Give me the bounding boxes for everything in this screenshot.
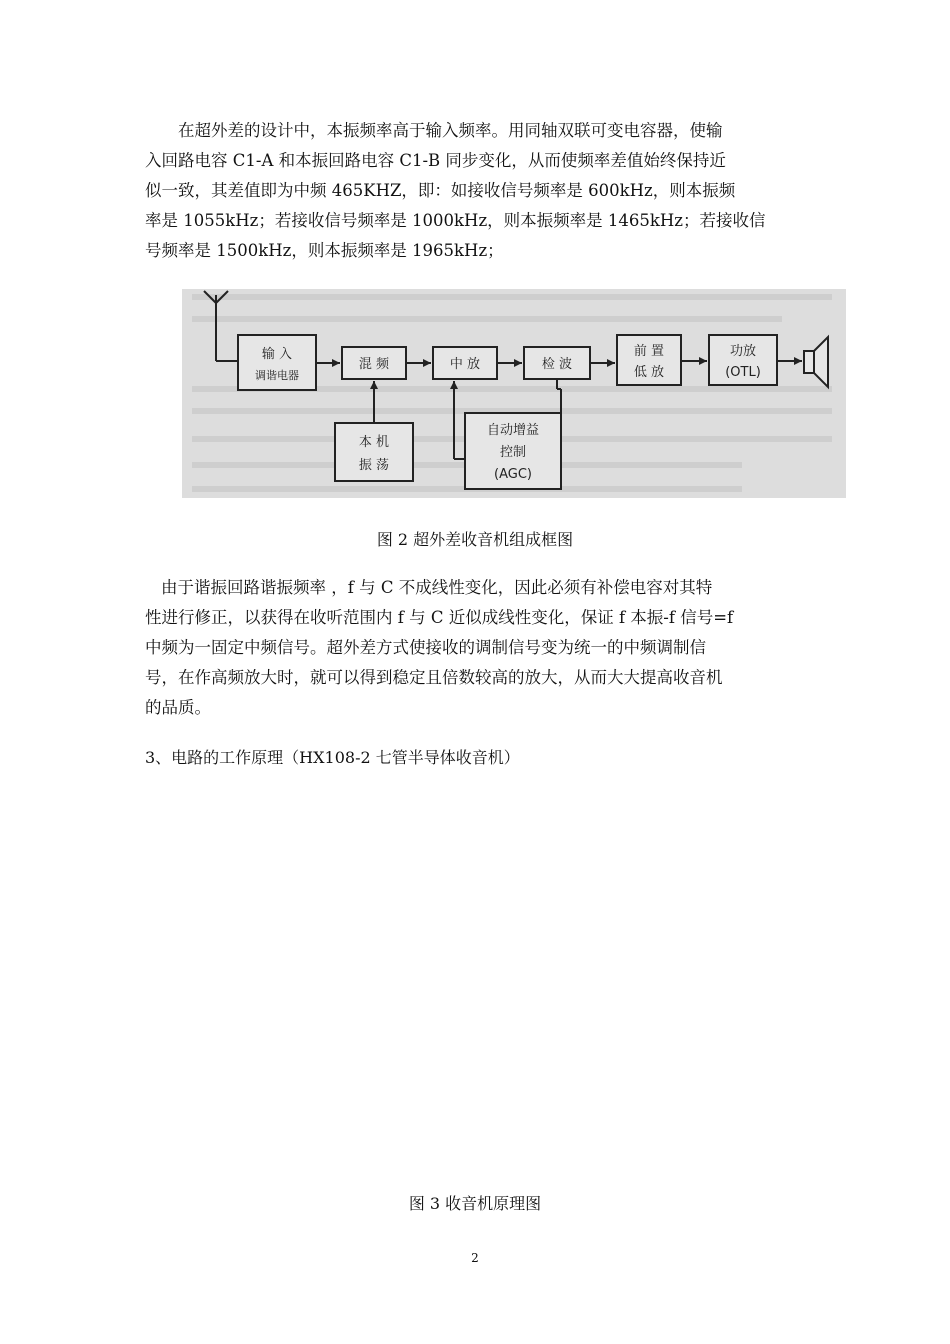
block-if-amp-label: 中 放 — [449, 357, 481, 372]
block-mixer-label: 混 频 — [358, 357, 390, 372]
block-power-amp-line1: 功放 — [729, 344, 757, 359]
paragraph-2-line-2: 性进行修正，以获得在收听范围内 f 与 C 近似成线性变化，保证 f 本振-f 信号=f — [145, 608, 734, 627]
section-heading: 3、电路的工作原理（HX108-2 七管半导体收音机） — [145, 748, 520, 767]
figure-2-caption: 图 2 超外差收音机组成框图 — [376, 530, 574, 549]
paragraph-2-line-1: 由于谐振回路谐振频率 ，f 与 C 不成线性变化，因此必须有补偿电容对其特 — [161, 578, 713, 597]
paragraph-1-line-5: 号频率是 1500kHz，则本振频率是 1965kHz； — [145, 241, 504, 260]
block-input-line1: 输 入 — [261, 347, 293, 362]
paragraph-1-line-2: 入回路电容 C1-A 和本振回路电容 C1-B 同步变化，从而使频率差值始终保持近 — [145, 151, 726, 170]
block-preamp-line2: 低 放 — [633, 365, 665, 380]
block-power-amp-line2: (OTL) — [725, 365, 761, 380]
block-preamp-line1: 前 置 — [633, 344, 665, 359]
block-agc-line1: 自动增益 — [486, 423, 540, 438]
block-agc-line2: 控制 — [499, 445, 527, 460]
block-local-osc-line2: 振 荡 — [358, 458, 390, 473]
paragraph-2 — [145, 573, 815, 723]
paragraph-1-line-3: 似一致，其差值即为中频 465KHZ，即：如接收信号频率是 600kHz，则本振频 — [145, 181, 736, 200]
paragraph-1-line-4: 率是 1055kHz；若接收信号频率是 1000kHz，则本振频率是 1465kHz；若接收信 — [145, 211, 766, 230]
paragraph-2-line-4: 号，在作高频放大时，就可以得到稳定且倍数较高的放大，从而大大提高收音机 — [145, 668, 723, 687]
paragraph-1-line-1: 在超外差的设计中，本振频率高于输入频率。用同轴双联可变电容器，使输 — [178, 121, 723, 140]
superhet-block-diagram — [182, 289, 846, 498]
block-detector-label: 检 波 — [541, 357, 573, 372]
block-agc-line3: (AGC) — [494, 467, 532, 482]
figure-3-caption: 图 3 收音机原理图 — [408, 1194, 542, 1213]
paragraph-2-line-3: 中频为一固定中频信号。超外差方式使接收的调制信号变为统一的中频调制信 — [145, 638, 706, 657]
block-local-osc-line1: 本 机 — [358, 435, 390, 450]
page-number: 2 — [471, 1251, 479, 1265]
paragraph-2-line-5: 的品质。 — [145, 698, 211, 717]
block-input-line2: 调谐电器 — [255, 369, 299, 382]
paragraph-1 — [145, 116, 815, 266]
